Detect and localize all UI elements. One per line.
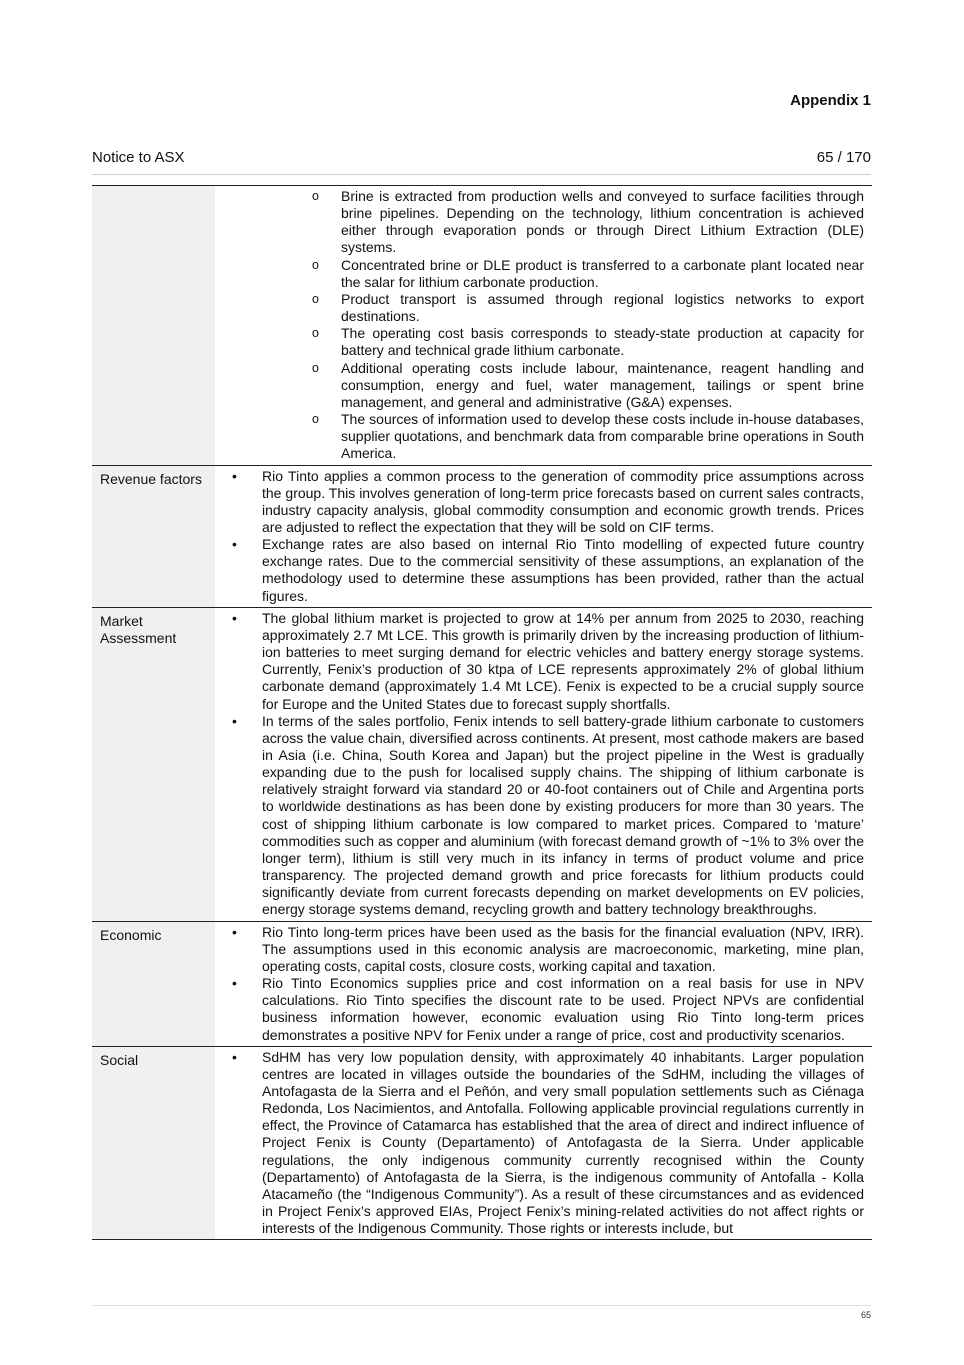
- row-content: [215, 186, 872, 465]
- bullet-item: • Rio Tinto long-term prices have been used as the basis for the financial evaluation (NPV, IRR). The assumptions used in this economic analysis are macroeconomic, marketing, mine plan, operating costs, capital costs, closure costs, working capital and taxation.: [215, 924, 864, 975]
- bullet-item: • Rio Tinto Economics supplies price and cost information on a real basis for use in NPV calculations. Rio Tinto specifies the discount rate to be used. Project NPVs are confidential business information however, economic evaluation using Rio Tinto long-term prices demonstrates a positive NPV for Fenix under a range of price, cost and productivity scenarios.: [215, 975, 864, 1044]
- row-label: Economic: [92, 922, 215, 1046]
- table-row-revenue-factors: [92, 465, 872, 607]
- sub-bullet-item: o Additional operating costs include labour, maintenance, reagent handling and consumption, energy and fuel, water management, tailings or spent brine management, and general and administrative (G&A) expenses.: [215, 360, 864, 411]
- bullet-item: • The global lithium market is projected to grow at 14% per annum from 2025 to 2030, reaching approximately 2.7 Mt LCE. This growth is primarily driven by the increasing production of lithium-ion batteries to meet surging demand for electric vehicles and battery energy storage systems. Currently, Fenix’s production of 30 ktpa of LCE represents approximately 2% of global lithium carbonate demand (approximately 1.4 Mt LCE). Fenix is expected to be a crucial supply source for Europe and the United States due to forecast supply shortfalls.: [215, 610, 864, 713]
- table-row-social: [92, 1046, 872, 1241]
- table-row-market-assessment: [92, 607, 872, 921]
- document-title: Notice to ASX: [92, 149, 185, 166]
- sub-bullet-list: [215, 188, 864, 463]
- sub-bullet-item: o Concentrated brine or DLE product is transferred to a carbonate plant located near the salar for lithium carbonate production.: [215, 257, 864, 291]
- bullet-item: • Exchange rates are also based on internal Rio Tinto modelling of expected future country exchange rates. Due to the commercial sensitivity of these assumptions, an explanation of the methodology used to determine these assumptions has been provided, rather than the actual figures.: [215, 536, 864, 605]
- sub-bullet-item: o Brine is extracted from production wells and conveyed to surface facilities through brine pipelines. Depending on the technology, lithium concentration is achieved either through evaporation ponds or through Direct Lithium Extraction (DLE) systems.: [215, 188, 864, 257]
- row-label: Revenue factors: [92, 466, 215, 607]
- appendix-label: Appendix 1: [790, 92, 871, 109]
- row-content: [215, 608, 872, 921]
- bullet-list: [215, 924, 864, 1044]
- bullet-item: • SdHM has very low population density, with approximately 40 inhabitants. Larger population centres are located in villages outside the boundaries of the SdHM, including the villages of Antofagasta de la Sierra and el Peñón, and very small population settlements such as Ciénaga Redonda, Los Nacimientos, and Antofalla. Following applicable provincial regulations currently in effect, the Province of Catamarca has established that the area of direct and indirect influence of Project Fenix is County (Departamento) of Antofagasta de la Sierra. Under applicable regulations, the only indigenous community currently recognised within the County (Departamento) of Antofagasta de la Sierra, is the indigenous community of Antofalla - Kolla Atacameño (the “Indigenous Community”). As a result of these circumstances and as evidenced in Project Fenix’s approved EIAs, Project Fenix’s mining-related activities do not affect rights or interests of the Indigenous Community. Those rights or interests include, but: [215, 1049, 864, 1238]
- bullet-list: [215, 610, 864, 919]
- bullet-list: [215, 468, 864, 605]
- row-content: [215, 1047, 872, 1240]
- page-number: 65: [860, 1310, 871, 1320]
- assessment-table: [92, 185, 872, 1240]
- footer-divider: [92, 1305, 871, 1306]
- sub-bullet-item: o The operating cost basis corresponds to steady-state production at capacity for battery and technical grade lithium carbonate.: [215, 325, 864, 359]
- sub-bullet-item: o The sources of information used to develop these costs include in-house databases, supplier quotations, and benchmark data from comparable brine operations in South America.: [215, 411, 864, 462]
- row-content: [215, 922, 872, 1046]
- row-label-empty: [92, 186, 215, 465]
- bullet-item: • In terms of the sales portfolio, Fenix intends to sell battery-grade lithium carbonate to customers across the value chain, diversified across continents. At present, most cathode makers are based in Asia (i.e. China, South Korea and Japan) but the project pipeline in the West is gradually expanding due to the push for localised supply chains. The shipping of lithium carbonate is relatively straight forward via standard 20 or 40-foot containers out of Chile and Argentina ports to worldwide destinations as has been done by existing producers for more than 30 years. The cost of shipping lithium carbonate is low compared to market prices. Compared to ‘mature’ commodities such as copper and aluminium (with forecast demand growth of ~1% to 3% over the longer term), lithium is still very much in its infancy in terms of product volume and price transparency. The projected demand growth and price forecasts for lithium products could significantly deviate from current forecasts depending on market developments on EV policies, energy storage systems demand, recycling growth and battery technology breakthroughs.: [215, 713, 864, 919]
- row-label: Market Assessment: [92, 608, 215, 921]
- sub-bullet-item: o Product transport is assumed through regional logistics networks to export destinations.: [215, 291, 864, 325]
- table-row-continued: [92, 185, 872, 465]
- page-reference: 65 / 170: [816, 149, 871, 166]
- row-label: Social: [92, 1047, 215, 1240]
- table-row-economic: [92, 921, 872, 1046]
- header-divider: [92, 174, 871, 175]
- bullet-item: • Rio Tinto applies a common process to the generation of commodity price assumptions across the group. This involves generation of long-term price forecasts based on current sales contracts, industry capacity analysis, global commodity consumption and economic growth trends. Prices are adjusted to reflect the expectation that they will be sold on CIF terms.: [215, 468, 864, 537]
- row-content: [215, 466, 872, 607]
- bullet-list: [215, 1049, 864, 1238]
